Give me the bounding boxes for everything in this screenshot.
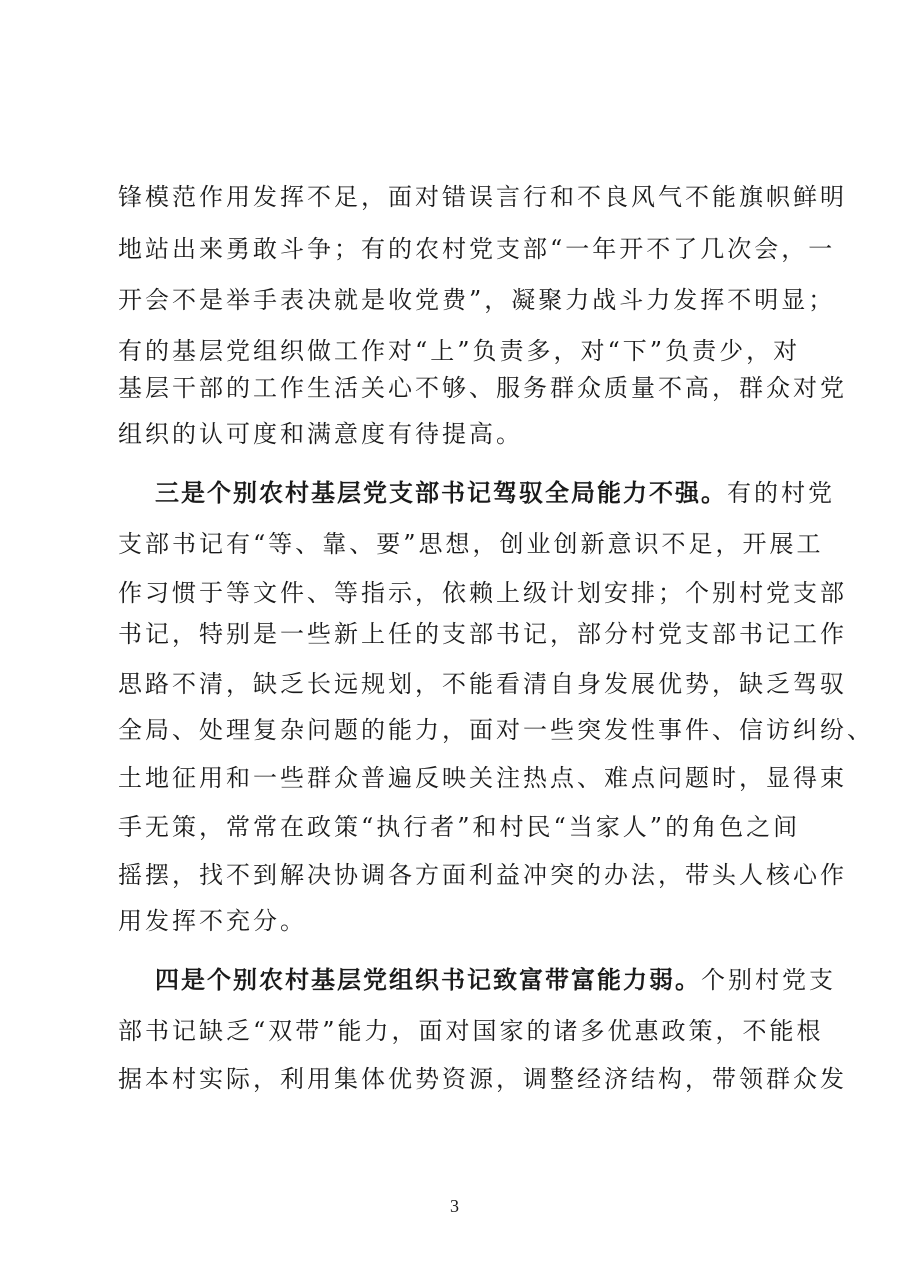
paragraph-2-line-4: 书记，特别是一些新上任的支部书记，部分村党支部书记工作	[118, 620, 847, 648]
paragraph-1-line-3: 开会不是举手表决就是收党费”，凝聚力战斗力发挥不明显；	[118, 286, 836, 314]
paragraph-2-line-10: 用发挥不充分。	[118, 907, 307, 935]
paragraph-2-line-9: 摇摆，找不到解决协调各方面利益冲突的办法，带头人核心作	[118, 861, 847, 889]
paragraph-2-line-8: 手无策，常常在政策“执行者”和村民“当家人”的角色之间	[118, 813, 801, 841]
paragraph-3-line-3: 据本村实际，利用集体优势资源，调整经济结构，带领群众发	[118, 1065, 847, 1093]
paragraph-1-line-5: 基层干部的工作生活关心不够、服务群众质量不高，群众对党	[118, 374, 847, 402]
paragraph-2-heading: 三是个别农村基层党支部书记驾驭全局能力不强。	[155, 478, 727, 507]
paragraph-2-line-3: 作习惯于等文件、等指示，依赖上级计划安排；个别村党支部	[118, 579, 847, 607]
paragraph-1-line-4: 有的基层党组织做工作对“上”负责多，对“下”负责少，对	[118, 337, 801, 365]
paragraph-2-line-2: 支部书记有“等、靠、要”思想，创业创新意识不足，开展工	[118, 530, 824, 558]
paragraph-2-line-7: 土地征用和一些群众普遍反映关注热点、难点问题时，显得束	[118, 764, 847, 792]
paragraph-1-line-2: 地站出来勇敢斗争；有的农村党支部“一年开不了几次会，一	[118, 235, 836, 263]
paragraph-3-heading: 四是个别农村基层党组织书记致富带富能力弱。	[155, 965, 701, 994]
paragraph-2-line-6: 全局、处理复杂问题的能力，面对一些突发性事件、信访纠纷、	[118, 716, 874, 744]
paragraph-1-line-1: 锋模范作用发挥不足，面对错误言行和不良风气不能旗帜鲜明	[118, 183, 847, 211]
paragraph-1-line-6: 组织的认可度和满意度有待提高。	[118, 420, 523, 448]
paragraph-3-line-2: 部书记缺乏“双带”能力，面对国家的诸多优惠政策，不能根	[118, 1017, 824, 1045]
paragraph-2-line-1-rest: 有的村党	[727, 479, 835, 507]
paragraph-2-line-5: 思路不清，缺乏长远规划，不能看清自身发展优势，缺乏驾驭	[118, 670, 847, 698]
paragraph-3-line-1-rest: 个别村党支	[701, 966, 836, 994]
page-number: 3	[450, 1196, 459, 1216]
paragraph-2-line-1	[155, 478, 835, 508]
paragraph-3-line-1	[155, 965, 836, 995]
